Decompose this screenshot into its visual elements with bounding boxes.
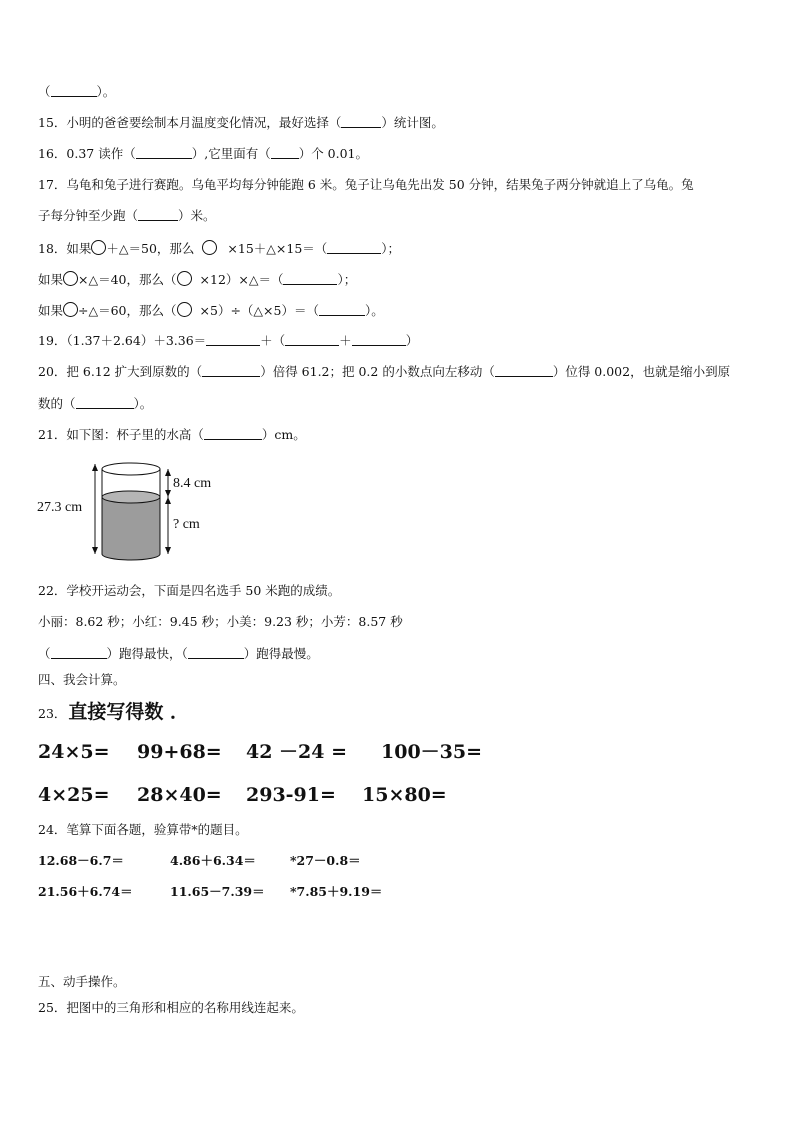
question-17-line2: 子每分钟至少跑（ ）米。 — [38, 208, 216, 223]
question-16: 16．0.37 读作（ ）,它里面有（ ）个 0.01。 — [38, 146, 369, 161]
written-problem: 4.86＋6.34＝ — [170, 853, 256, 868]
question-17-line1: 17．乌龟和兔子进行赛跑。乌龟平均每分钟能跑 6 米。兔子让乌龟先出发 50 分钟，结果兔子两分钟就追上了乌龟。兔 — [38, 177, 694, 192]
mental-problem: 99+68= — [137, 741, 222, 763]
mental-problem: 15×80= — [362, 784, 447, 806]
written-problem: *7.85＋9.19＝ — [290, 884, 383, 899]
answer-blank — [51, 646, 107, 659]
question-18-line3: 如果 ÷△＝60，那么（ ×5）÷（△×5）＝（ ）。 — [38, 303, 384, 318]
mental-problem: 100－35= — [381, 741, 483, 763]
circle-symbol — [202, 240, 217, 255]
question-18-line2: 如果 ×△＝40，那么（ ×12）×△＝（ ）； — [38, 272, 357, 287]
answer-blank — [271, 146, 299, 159]
mental-problem: 42 －24 = — [246, 741, 348, 763]
mental-problem: 293-91= — [246, 784, 336, 806]
circle-symbol — [177, 302, 192, 317]
answer-blank — [188, 646, 244, 659]
question-25: 25．把图中的三角形和相应的名称用线连起来。 — [38, 1000, 304, 1015]
answer-blank — [206, 333, 260, 346]
question-15: 15．小明的爸爸要绘制本月温度变化情况，最好选择（ ）统计图。 — [38, 115, 444, 130]
answer-blank — [495, 364, 553, 377]
circle-symbol — [63, 271, 78, 286]
written-problem: 11.65－7.39＝ — [170, 884, 265, 899]
section-5-heading: 五、动手操作。 — [38, 974, 126, 989]
figure-total-height-label: 27.3 cm — [37, 500, 83, 515]
question-24: 24．笔算下面各题，验算带*的题目。 — [38, 822, 248, 837]
answer-blank — [76, 396, 134, 409]
question-20-line2: 数的（ ）。 — [38, 396, 153, 411]
question-19: 19．（1.37＋2.64）＋3.36＝ ＋（ ＋ ） — [38, 333, 419, 348]
question-20-line1: 20．把 6.12 扩大到原数的（ ）倍得 61.2；把 0.2 的小数点向左移动（ ）位得 0.002，也就是缩小到原 — [38, 364, 731, 379]
question-22-answer: （ ）跑得最快，（ ）跑得最慢。 — [38, 646, 319, 661]
written-problem: 21.56＋6.74＝ — [38, 884, 133, 899]
section-4-heading: 四、我会计算。 — [38, 672, 126, 687]
question-18-line1: 18．如果 ＋△＝50，那么 ×15＋△×15＝（ ）； — [38, 241, 401, 256]
written-problem: *27－0.8＝ — [290, 853, 361, 868]
circle-symbol — [177, 271, 192, 286]
question-21: 21．如下图：杯子里的水高（ ）cm。 — [38, 427, 306, 442]
answer-blank — [285, 333, 339, 346]
answer-blank — [138, 208, 178, 221]
mental-problem: 24×5= — [38, 741, 110, 763]
question-22: 22．学校开运动会，下面是四名选手 50 米跑的成绩。 — [38, 583, 341, 598]
circle-symbol — [63, 302, 78, 317]
answer-blank — [204, 427, 262, 440]
answer-blank — [136, 146, 192, 159]
answer-blank — [319, 303, 365, 316]
answer-blank — [51, 84, 97, 97]
circle-symbol — [91, 240, 106, 255]
question-14-tail: （ ）。 — [38, 84, 116, 99]
answer-blank — [341, 115, 381, 128]
written-problem: 12.68－6.7＝ — [38, 853, 124, 868]
water-cup-figure — [80, 458, 240, 568]
question-23: 23． 直接写得数 ． — [38, 701, 190, 723]
answer-blank — [283, 272, 337, 285]
answer-blank — [352, 333, 406, 346]
answer-blank — [327, 241, 381, 254]
figure-water-height-label: ? cm — [173, 517, 200, 532]
question-22-results: 小丽：8.62 秒；小红：9.45 秒；小美：9.23 秒；小芳：8.57 秒 — [38, 614, 403, 629]
mental-problem: 4×25= — [38, 784, 110, 806]
figure-top-gap-label: 8.4 cm — [173, 476, 212, 491]
mental-problem: 28×40= — [137, 784, 222, 806]
answer-blank — [202, 364, 260, 377]
